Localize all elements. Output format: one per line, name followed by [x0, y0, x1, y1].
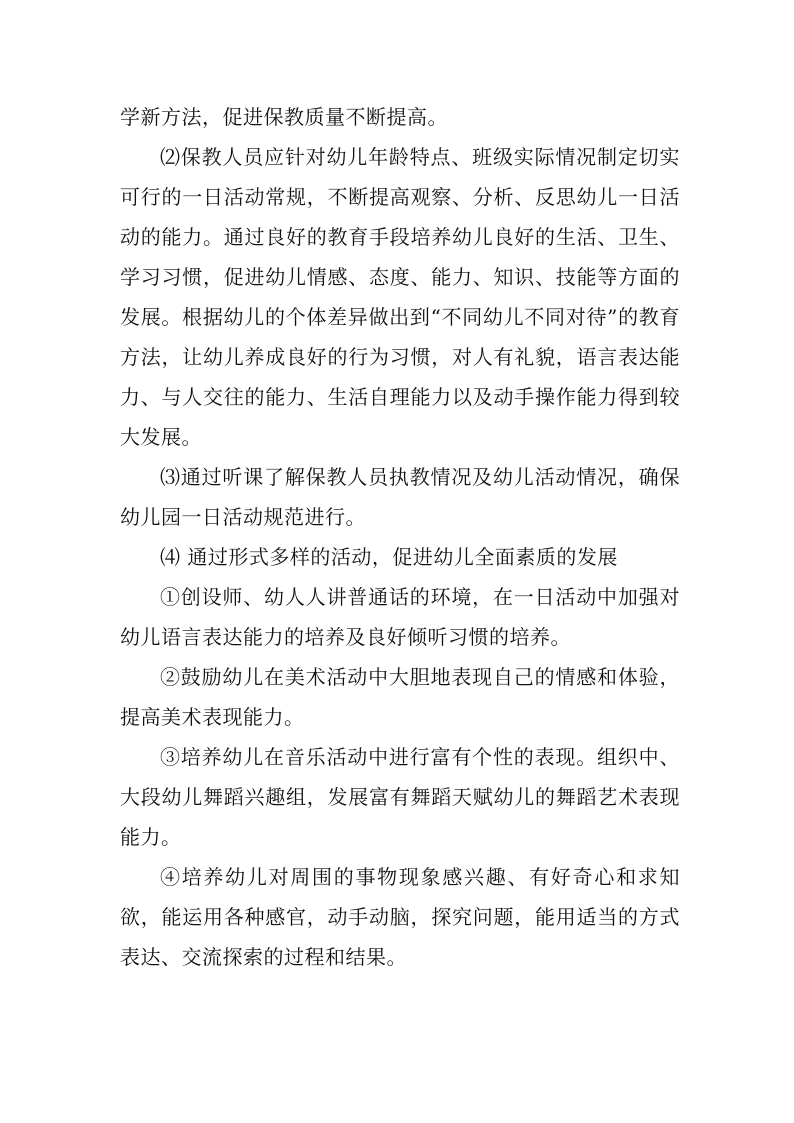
- paragraph-subitem-3: ③培养幼儿在音乐活动中进行富有个性的表现。组织中、大段幼儿舞蹈兴趣组，发展富有舞蹈天赋幼儿的舞蹈艺术表现能力。: [120, 745, 680, 849]
- paragraph-subitem-2: ②鼓励幼儿在美术活动中大胆地表现自己的情感和体验，提高美术表现能力。: [120, 665, 680, 729]
- paragraph-item-4: ⑷ 通过形式多样的活动，促进幼儿全面素质的发展: [160, 545, 618, 569]
- document-body: [120, 97, 680, 977]
- paragraph-continuation: 学新方法，促进保教质量不断提高。: [120, 105, 448, 129]
- paragraph-subitem-1: ①创设师、幼人人讲普通话的环境，在一日活动中加强对幼儿语言表达能力的培养及良好倾听习惯的培养。: [120, 585, 680, 649]
- paragraph-subitem-4: ④培养幼儿对周围的事物现象感兴趣、有好奇心和求知欲，能运用各种感官，动手动脑，探究问题，能用适当的方式表达、交流探索的过程和结果。: [120, 865, 680, 969]
- paragraph-item-3: ⑶通过听课了解保教人员执教情况及幼儿活动情况，确保幼儿园一日活动规范进行。: [120, 465, 680, 529]
- paragraph-item-2: ⑵保教人员应针对幼儿年龄特点、班级实际情况制定切实可行的一日活动常规，不断提高观察、分析、反思幼儿一日活动的能力。通过良好的教育手段培养幼儿良好的生活、卫生、学习习惯，促进幼儿情感、态度、能力、知识、技能等方面的发展。根据幼儿的个体差异做出到“不同幼儿不同对待”的教育方法，让幼儿养成良好的行为习惯，对人有礼貌，语言表达能力、与人交往的能力、生活自理能力以及动手操作能力得到较大发展。: [120, 145, 680, 449]
